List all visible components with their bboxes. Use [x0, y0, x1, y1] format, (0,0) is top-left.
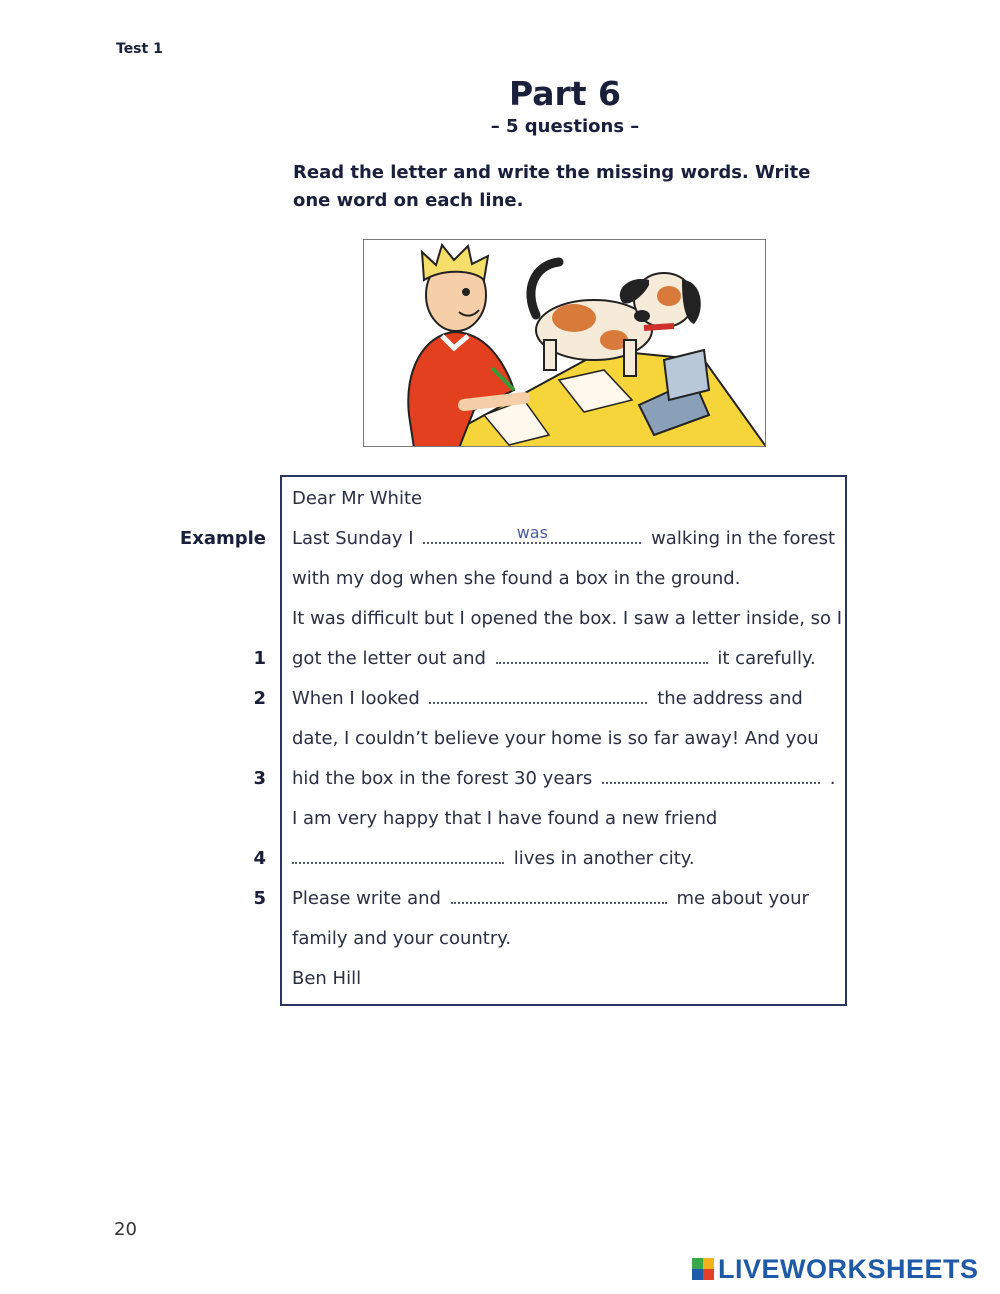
example-answer-blank [423, 523, 641, 544]
liveworksheets-logo-text: LIVEWORKSHEETS [718, 1253, 979, 1284]
question-number-1: 1 [253, 648, 266, 669]
q1-before-text: got the letter out and [292, 648, 486, 669]
q3-before-text: hid the box in the forest 30 years [292, 768, 593, 789]
question-number-5: 5 [253, 888, 266, 909]
test-label: Test 1 [116, 41, 163, 57]
letter-line-example [292, 523, 836, 550]
question-5-blank[interactable] [451, 888, 667, 904]
letter-line-3: It was difficult but I opened the box. I saw a letter inside, so I [292, 608, 843, 629]
letter-signature: Ben Hill [292, 968, 362, 989]
q5-before-text: Please write and [292, 888, 441, 909]
part-title: Part 6 [508, 74, 622, 113]
q2-after-text: the address and [657, 688, 803, 709]
illustration-boy-writing-letter-with-dog [363, 239, 766, 447]
illustration-drawing [364, 240, 766, 447]
q1-after-text: it carefully. [717, 648, 816, 669]
question-4-line [292, 848, 695, 870]
question-5-line [292, 888, 809, 910]
q4-after-text: lives in another city. [513, 848, 695, 869]
letter-line-9: I am very happy that I have found a new friend [292, 808, 718, 829]
question-number-2: 2 [253, 688, 266, 709]
letter-line-2: with my dog when she found a box in the ground. [292, 568, 741, 589]
letter-line-12: family and your country. [292, 928, 512, 949]
question-1-blank[interactable] [496, 648, 708, 664]
question-number-4: 4 [253, 848, 266, 869]
q2-before-text: When I looked [292, 688, 420, 709]
question-number-3: 3 [253, 768, 266, 789]
liveworksheets-logo[interactable] [692, 1254, 979, 1284]
example-label: Example [179, 528, 266, 549]
question-2-blank[interactable] [429, 688, 647, 704]
question-3-line [292, 768, 835, 790]
question-1-line [292, 648, 816, 670]
page-number: 20 [114, 1219, 137, 1240]
q3-after-text: . [829, 768, 836, 789]
example-after-text: walking in the forest [651, 528, 836, 549]
liveworksheets-logo-icon [692, 1258, 714, 1280]
question-3-blank[interactable] [602, 768, 820, 784]
part-subtitle: – 5 questions – [490, 116, 640, 137]
letter-greeting: Dear Mr White [292, 488, 423, 509]
instructions: Read the letter and write the missing words. Write one word on each line. [293, 162, 811, 211]
q5-after-text: me about your [676, 888, 809, 909]
question-2-line [292, 688, 803, 710]
example-answer: was [516, 523, 548, 542]
letter-line-7: date, I couldn’t believe your home is so far away! And you [292, 728, 819, 749]
example-before-text: Last Sunday I [292, 528, 414, 549]
question-4-blank[interactable] [292, 848, 504, 864]
